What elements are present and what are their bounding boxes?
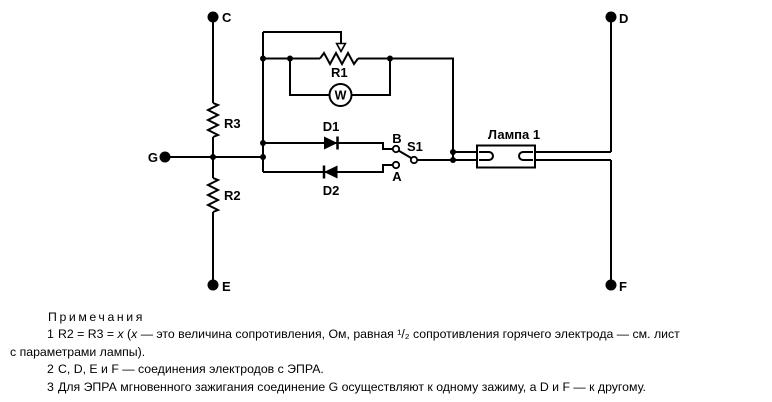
note-1-continuation: с параметрами лампы). (10, 344, 146, 359)
note-2-text: C, D, E и F — соединения электродов с ЭПРА. (58, 362, 324, 377)
terminal-c-label: C (222, 10, 232, 25)
note-2 (47, 361, 772, 378)
resistor-r2-label: R2 (224, 188, 241, 203)
junction-dot (260, 154, 266, 160)
note-1-fraction: ¹/₂ (397, 327, 410, 342)
diode-d1-triangle-icon (324, 137, 338, 150)
terminal-g-node (160, 152, 171, 163)
diode-d2-triangle-icon (324, 166, 338, 179)
resistor-r2-zigzag (208, 178, 218, 212)
lamp-body (477, 146, 535, 168)
junction-dot (387, 56, 393, 62)
wire-r1-row (263, 59, 453, 161)
diode-d1-label: D1 (322, 119, 340, 134)
contact-b-node (393, 146, 399, 152)
wire-wiper-bypass (263, 32, 341, 44)
contact-b-label: B (392, 131, 402, 146)
junction-dot (450, 149, 456, 155)
terminal-d-node (606, 12, 617, 23)
note-1-text: сопротивления горячего электрода — см. лист (409, 327, 680, 342)
notes-heading: Примечания (48, 310, 145, 324)
wiper-arrow-icon (337, 44, 346, 52)
note-3-number: 3 (47, 379, 54, 394)
resistor-r1-zigzag (320, 53, 358, 64)
switch-s1-label: S1 (407, 139, 423, 154)
note-1-number: 1 (47, 327, 54, 342)
contact-a-label: A (392, 169, 402, 184)
terminal-e-label: E (222, 279, 231, 294)
note-1-line-1 (47, 326, 772, 343)
junction-dot (210, 154, 216, 160)
terminal-f-node (606, 280, 617, 291)
diode-d2-label: D2 (322, 183, 340, 198)
note-1-variable-x: x (131, 327, 138, 342)
note-1-text: — это величина сопротивления, Ом, равная (137, 327, 398, 342)
note-1-text: ( (123, 327, 132, 342)
junction-dot (287, 56, 293, 62)
diode-d2 (324, 166, 338, 179)
junction-dot (450, 157, 456, 163)
terminal-g-label: G (147, 150, 158, 165)
terminal-e-node (208, 280, 219, 291)
wattmeter-label: W (334, 88, 347, 103)
resistor-r3-zigzag (208, 103, 218, 137)
note-3-text: Для ЭПРА мгновенного зажигания соединение G осуществляют к одному зажиму, а D и F — к другому. (58, 379, 646, 394)
notes-section (0, 309, 772, 396)
switch-pole-node (411, 157, 417, 163)
note-1-text: R2 = R3 = (58, 327, 118, 342)
junction-dot (260, 56, 266, 62)
terminal-f-label: F (619, 279, 627, 294)
junction-dot (260, 140, 266, 146)
resistor-r3-label: R3 (224, 116, 241, 131)
terminal-d-label: D (619, 11, 629, 26)
note-3 (47, 379, 772, 396)
resistor-r1-label: R1 (331, 65, 348, 80)
terminal-c-node (208, 12, 219, 23)
note-2-number: 2 (47, 362, 54, 377)
diode-d1 (324, 137, 338, 150)
contact-a-node (393, 162, 399, 168)
note-1-variable-x: x (117, 327, 124, 342)
lamp-label: Лампа 1 (487, 127, 541, 142)
